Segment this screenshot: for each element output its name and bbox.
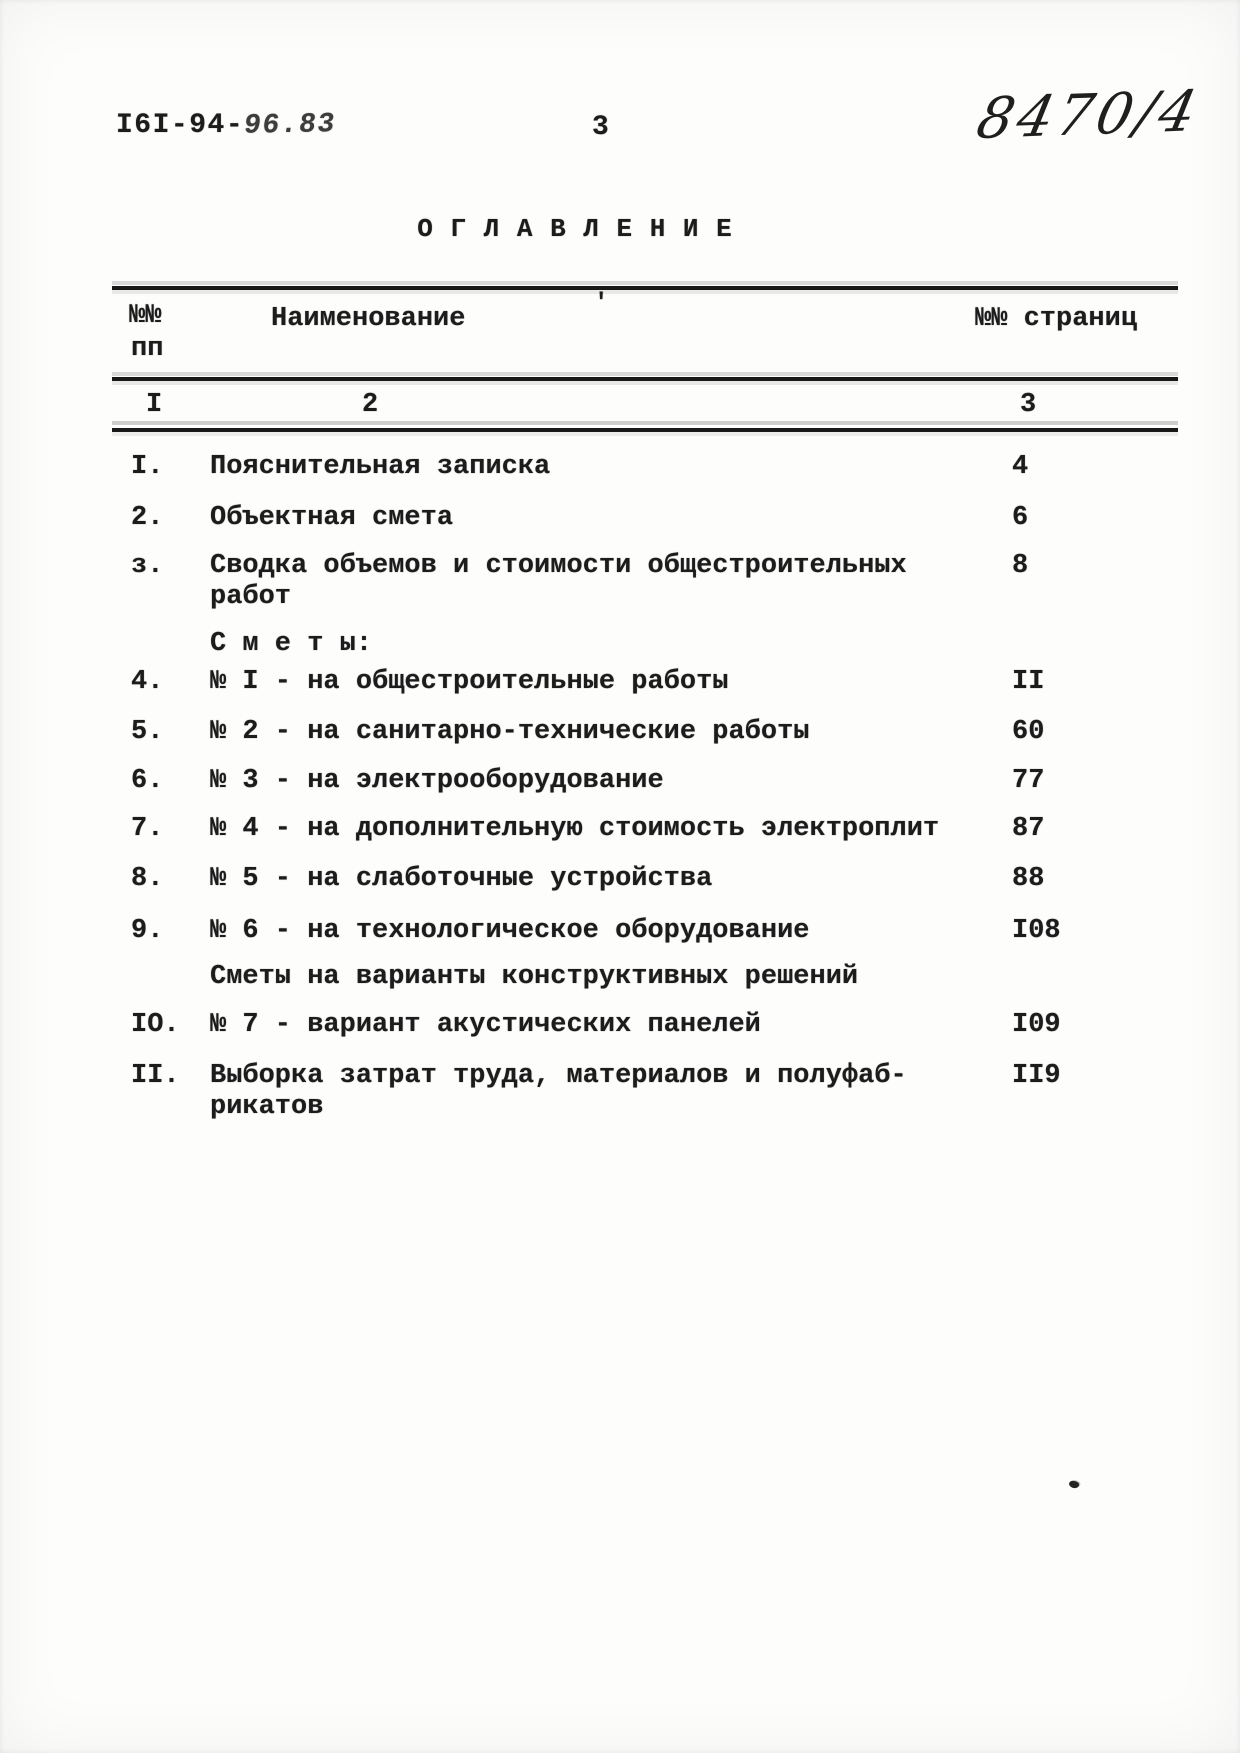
toc-item-number: 8. (131, 864, 164, 894)
table-index-rule (112, 428, 1178, 432)
column-header-number: №№ (129, 301, 162, 331)
toc-item-number: II. (131, 1061, 180, 1091)
column-index-2: 2 (362, 390, 379, 420)
toc-item-title: № 4 - на дополнительную стоимость электроплит (210, 814, 940, 844)
toc-item-title: № 2 - на санитарно-технические работы (210, 717, 810, 747)
toc-item-page: II (1012, 667, 1045, 697)
toc-section-label: Сметы на варианты конструктивных решений (210, 962, 859, 992)
toc-item-page: 8 (1012, 551, 1029, 581)
stray-ink-mark: ' (594, 290, 609, 317)
toc-item-page: 4 (1012, 452, 1029, 482)
toc-item-page: 60 (1012, 717, 1045, 747)
toc-item-number: 9. (131, 916, 164, 946)
toc-item-number: 6. (131, 766, 164, 796)
toc-item-page: 87 (1012, 814, 1045, 844)
toc-item-page: II9 (1012, 1061, 1061, 1091)
toc-item-page: 88 (1012, 864, 1045, 894)
toc-item-title: № 7 - вариант акустических панелей (210, 1010, 761, 1040)
toc-item-number: IO. (131, 1010, 180, 1040)
toc-item-page: 77 (1012, 766, 1045, 796)
table-header-rule (112, 377, 1178, 381)
toc-item-page: 6 (1012, 503, 1029, 533)
toc-item-number: I. (131, 452, 164, 482)
toc-item-number: з. (131, 551, 164, 581)
document-code-handwritten: 96.83 (241, 109, 338, 142)
column-index-3: 3 (1020, 390, 1037, 420)
handwritten-archive-number: 8470/4 (971, 78, 1207, 153)
toc-item-title-line2: рикатов (210, 1092, 324, 1122)
toc-item-page: I09 (1012, 1010, 1061, 1040)
document-code (116, 110, 336, 141)
toc-item-title: № 3 - на электрооборудование (210, 766, 664, 796)
column-header-name: Наименование (271, 304, 466, 334)
toc-item-title: № I - на общестроительные работы (210, 667, 729, 697)
toc-item-title (210, 1061, 907, 1123)
toc-item-number: 2. (131, 503, 164, 533)
toc-item-title (210, 551, 907, 613)
toc-item-title-line1: Сводка объемов и стоимости общестроительных (210, 551, 907, 581)
toc-item-title: № 6 - на технологическое оборудование (210, 916, 810, 946)
toc-item-title: Пояснительная записка (210, 452, 551, 482)
document-code-typed: I6I-94- (116, 110, 245, 141)
toc-item-title: № 5 - на слаботочные устройства (210, 864, 713, 894)
toc-item-title-line2: работ (210, 582, 292, 612)
table-top-rule (112, 286, 1178, 290)
toc-item-number: 4. (131, 667, 164, 697)
toc-item-number: 5. (131, 717, 164, 747)
column-index-1: I (146, 390, 163, 420)
page-title: О Г Л А В Л Е Н И Е (417, 214, 733, 244)
toc-item-number: 7. (131, 814, 164, 844)
toc-item-title: Объектная смета (210, 503, 454, 533)
toc-item-title-line1: Выборка затрат труда, материалов и полуфаб- (210, 1061, 907, 1091)
ink-speck (1068, 1480, 1080, 1490)
toc-section-label: С м е т ы: (210, 629, 373, 659)
column-header-number-line2: пп (131, 334, 164, 364)
column-header-pages: №№ страниц (975, 304, 1138, 334)
sheet-number: 3 (592, 112, 609, 143)
toc-item-page: I08 (1012, 916, 1061, 946)
